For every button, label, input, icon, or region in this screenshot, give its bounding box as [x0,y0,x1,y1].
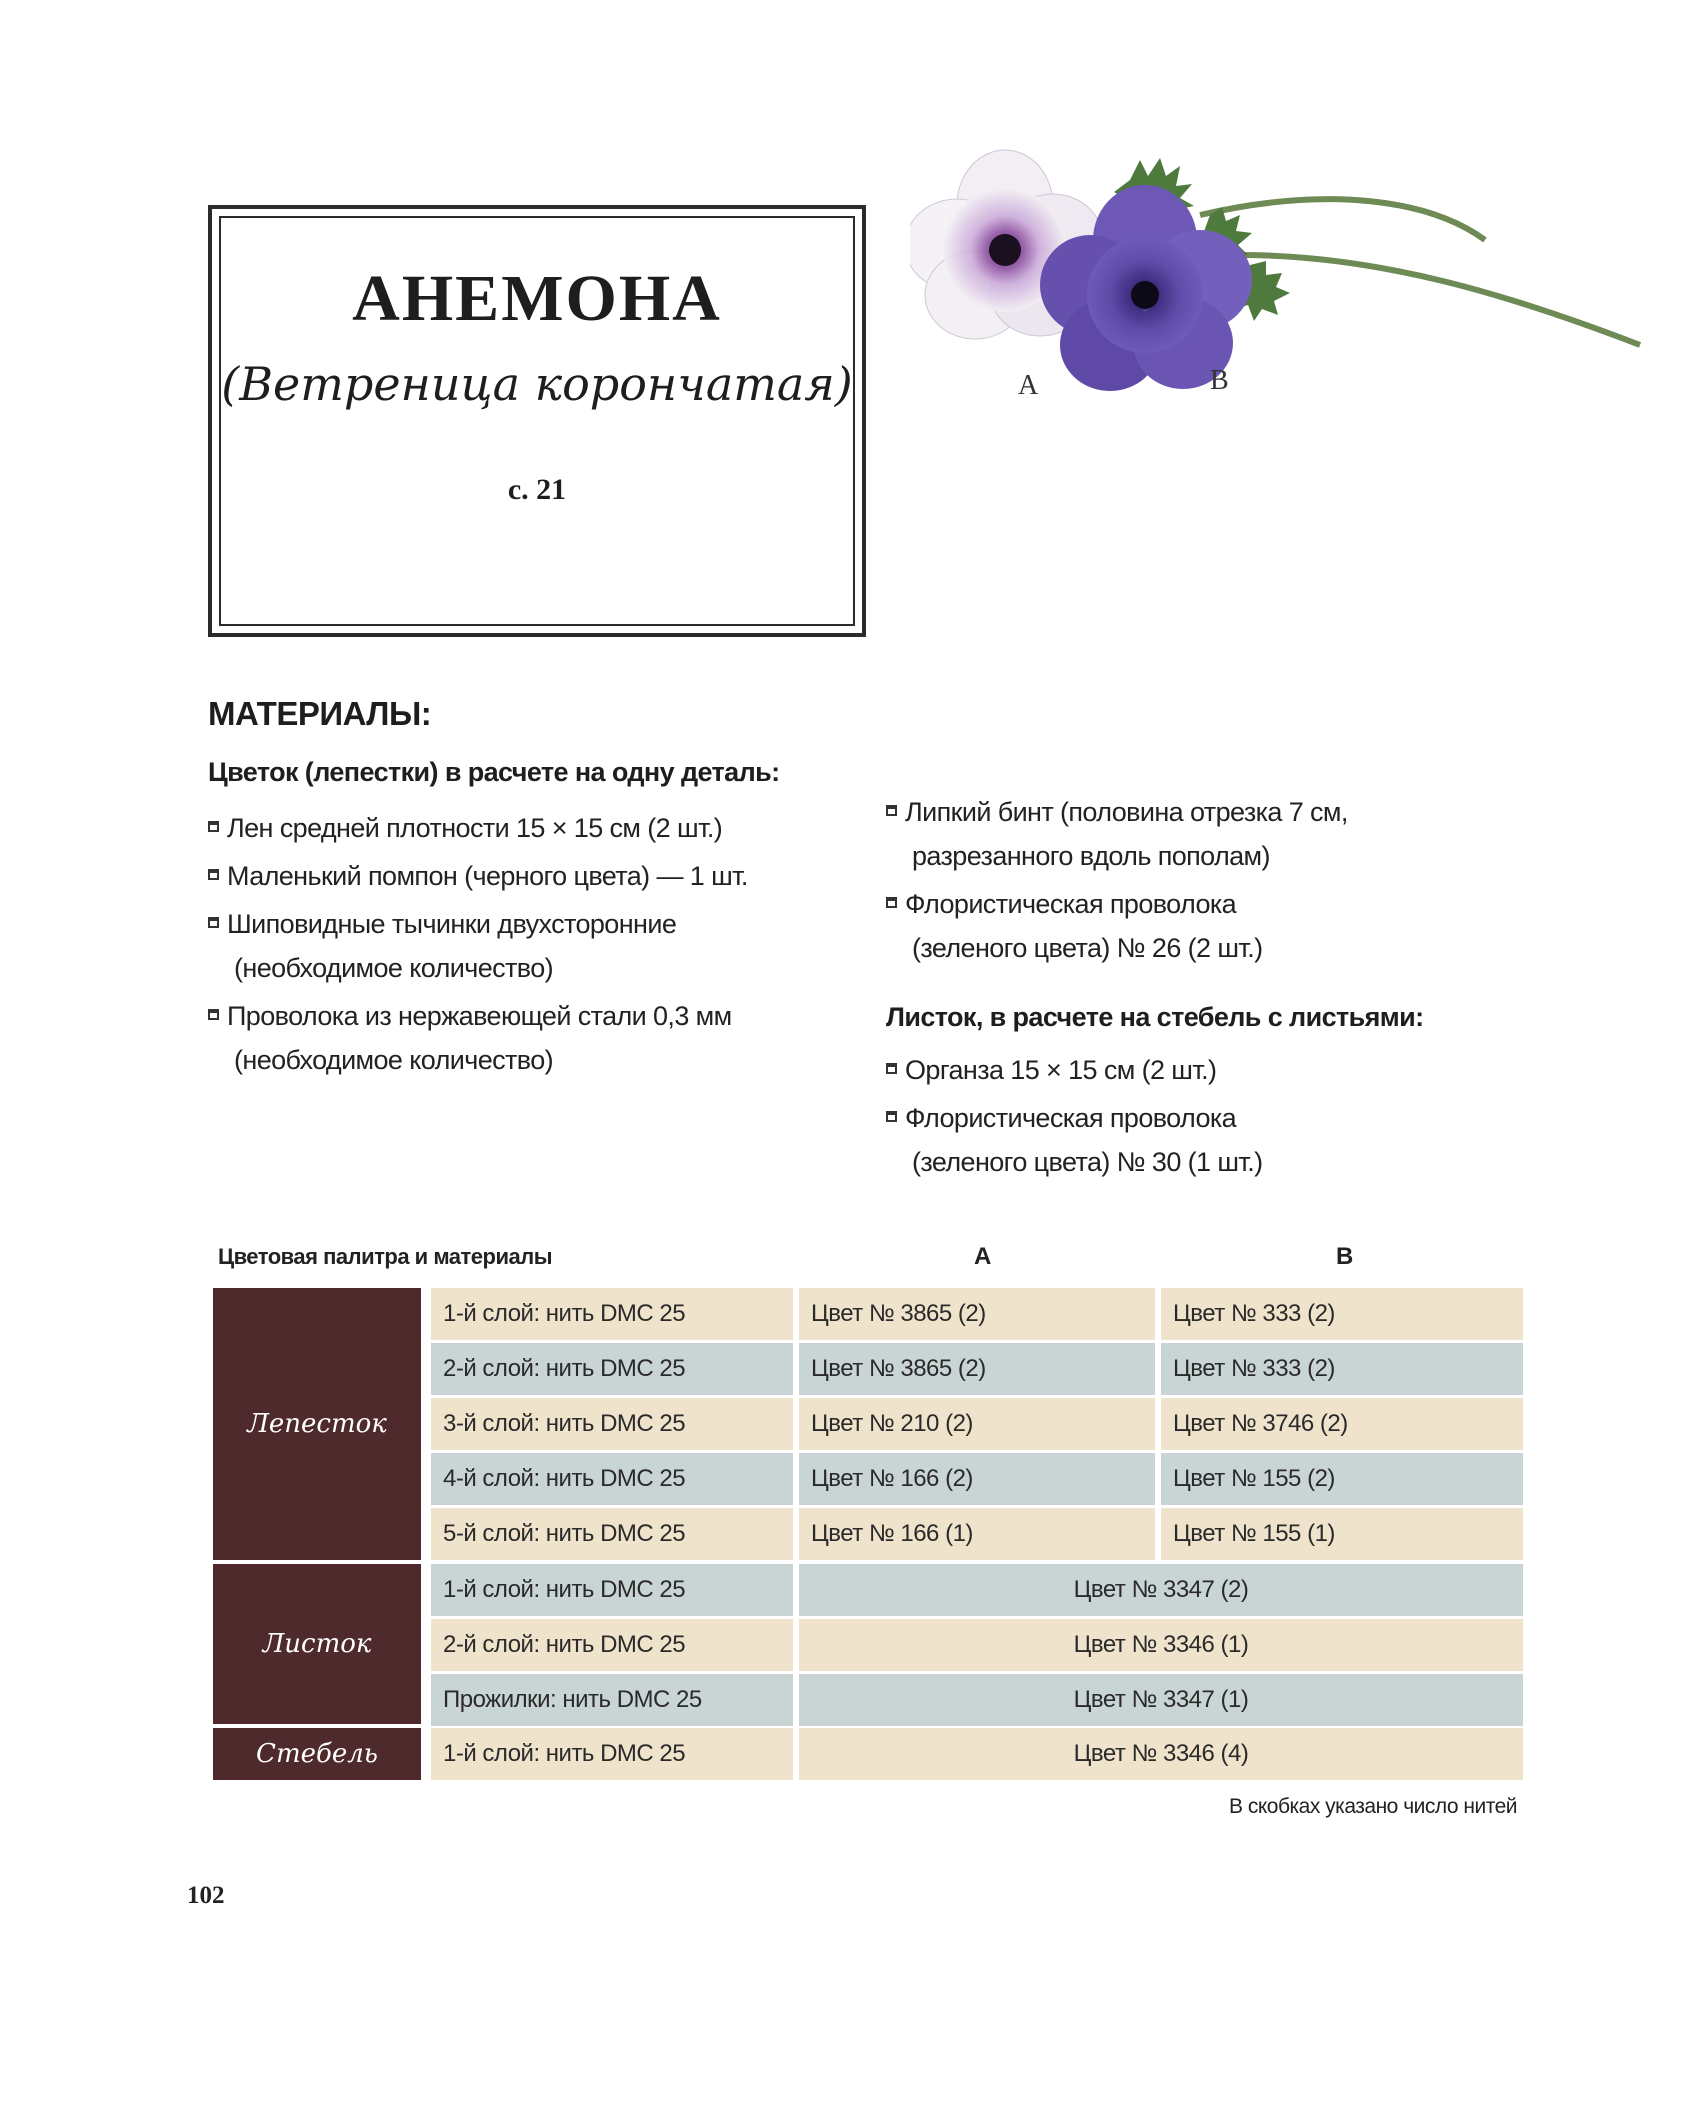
list-item: Флористическая проволока (зеленого цвета) № 30 (1 шт.) [886,1096,1263,1184]
column-header-b: B [1336,1243,1354,1270]
table-cell-a: Цвет № 3865 (2) [799,1343,1155,1395]
table-cell-b: Цвет № 333 (2) [1161,1343,1523,1395]
page-reference: с. 21 [507,473,567,506]
table-cell-layer: 2-й слой: нить DMC 25 [431,1343,793,1395]
table-cell-layer: 3-й слой: нить DMC 25 [431,1398,793,1450]
bullet-icon [208,917,219,928]
table-cell-layer: 1-й слой: нить DMC 25 [431,1728,793,1780]
table-cell-ab: Цвет № 3346 (1) [799,1619,1523,1671]
table-cell-layer: 5-й слой: нить DMC 25 [431,1508,793,1560]
leaf-materials-heading: Листок, в расчете на стебель с листьями: [886,1002,1424,1032]
list-item: Органза 15 × 15 см (2 шт.) [886,1048,1216,1092]
table-cell-layer: 4-й слой: нить DMC 25 [431,1453,793,1505]
table-cell-ab: Цвет № 3346 (4) [799,1728,1523,1780]
flower-materials-heading: Цветок (лепестки) в расчете на одну деталь: [208,757,780,787]
table-cell-ab: Цвет № 3347 (2) [799,1564,1523,1616]
page-subtitle: (Ветреница корончатая) [221,357,853,411]
figure-label-a: A [1018,370,1039,401]
group-stem: Стебель [213,1728,421,1780]
table-cell-ab: Цвет № 3347 (1) [799,1674,1523,1726]
table-cell-layer: Прожилки: нить DMC 25 [431,1674,793,1726]
table-caption: Цветовая палитра и материалы [218,1244,553,1269]
table-cell-layer: 1-й слой: нить DMC 25 [431,1288,793,1340]
table-cell-b: Цвет № 3746 (2) [1161,1398,1523,1450]
table-cell-b: Цвет № 155 (2) [1161,1453,1523,1505]
group-leaf: Листок [213,1564,421,1724]
list-item: Маленький помпон (черного цвета) — 1 шт. [208,854,748,898]
bullet-icon [208,869,219,880]
list-item: Шиповидные тычинки двухсторонние (необходимое количество) [208,902,676,990]
table-cell-a: Цвет № 166 (2) [799,1453,1155,1505]
table-cell-b: Цвет № 155 (1) [1161,1508,1523,1560]
group-petal: Лепесток [213,1288,421,1560]
list-item: Флористическая проволока (зеленого цвета) № 26 (2 шт.) [886,882,1263,970]
table-cell-b: Цвет № 333 (2) [1161,1288,1523,1340]
table-footnote: В скобках указано число нитей [1229,1795,1517,1818]
page-number: 102 [187,1882,225,1909]
title-box [208,205,866,637]
table-cell-layer: 1-й слой: нить DMC 25 [431,1564,793,1616]
bullet-icon [208,1009,219,1020]
list-item: Проволока из нержавеющей стали 0,3 мм (необходимое количество) [208,994,732,1082]
table-cell-a: Цвет № 3865 (2) [799,1288,1155,1340]
figure-label-b: B [1210,365,1229,396]
list-item: Липкий бинт (половина отрезка 7 см, разрезанного вдоль пополам) [886,790,1348,878]
anemone-photo [910,105,1650,415]
page-title: АНЕМОНА [352,262,722,335]
table-cell-a: Цвет № 210 (2) [799,1398,1155,1450]
column-header-a: A [974,1243,992,1270]
bullet-icon [208,821,219,832]
table-cell-a: Цвет № 166 (1) [799,1508,1155,1560]
bullet-icon [886,805,897,816]
table-cell-layer: 2-й слой: нить DMC 25 [431,1619,793,1671]
bullet-icon [886,1063,897,1074]
materials-heading: МАТЕРИАЛЫ: [208,695,432,732]
bullet-icon [886,897,897,908]
bullet-icon [886,1111,897,1122]
list-item: Лен средней плотности 15 × 15 см (2 шт.) [208,806,722,850]
